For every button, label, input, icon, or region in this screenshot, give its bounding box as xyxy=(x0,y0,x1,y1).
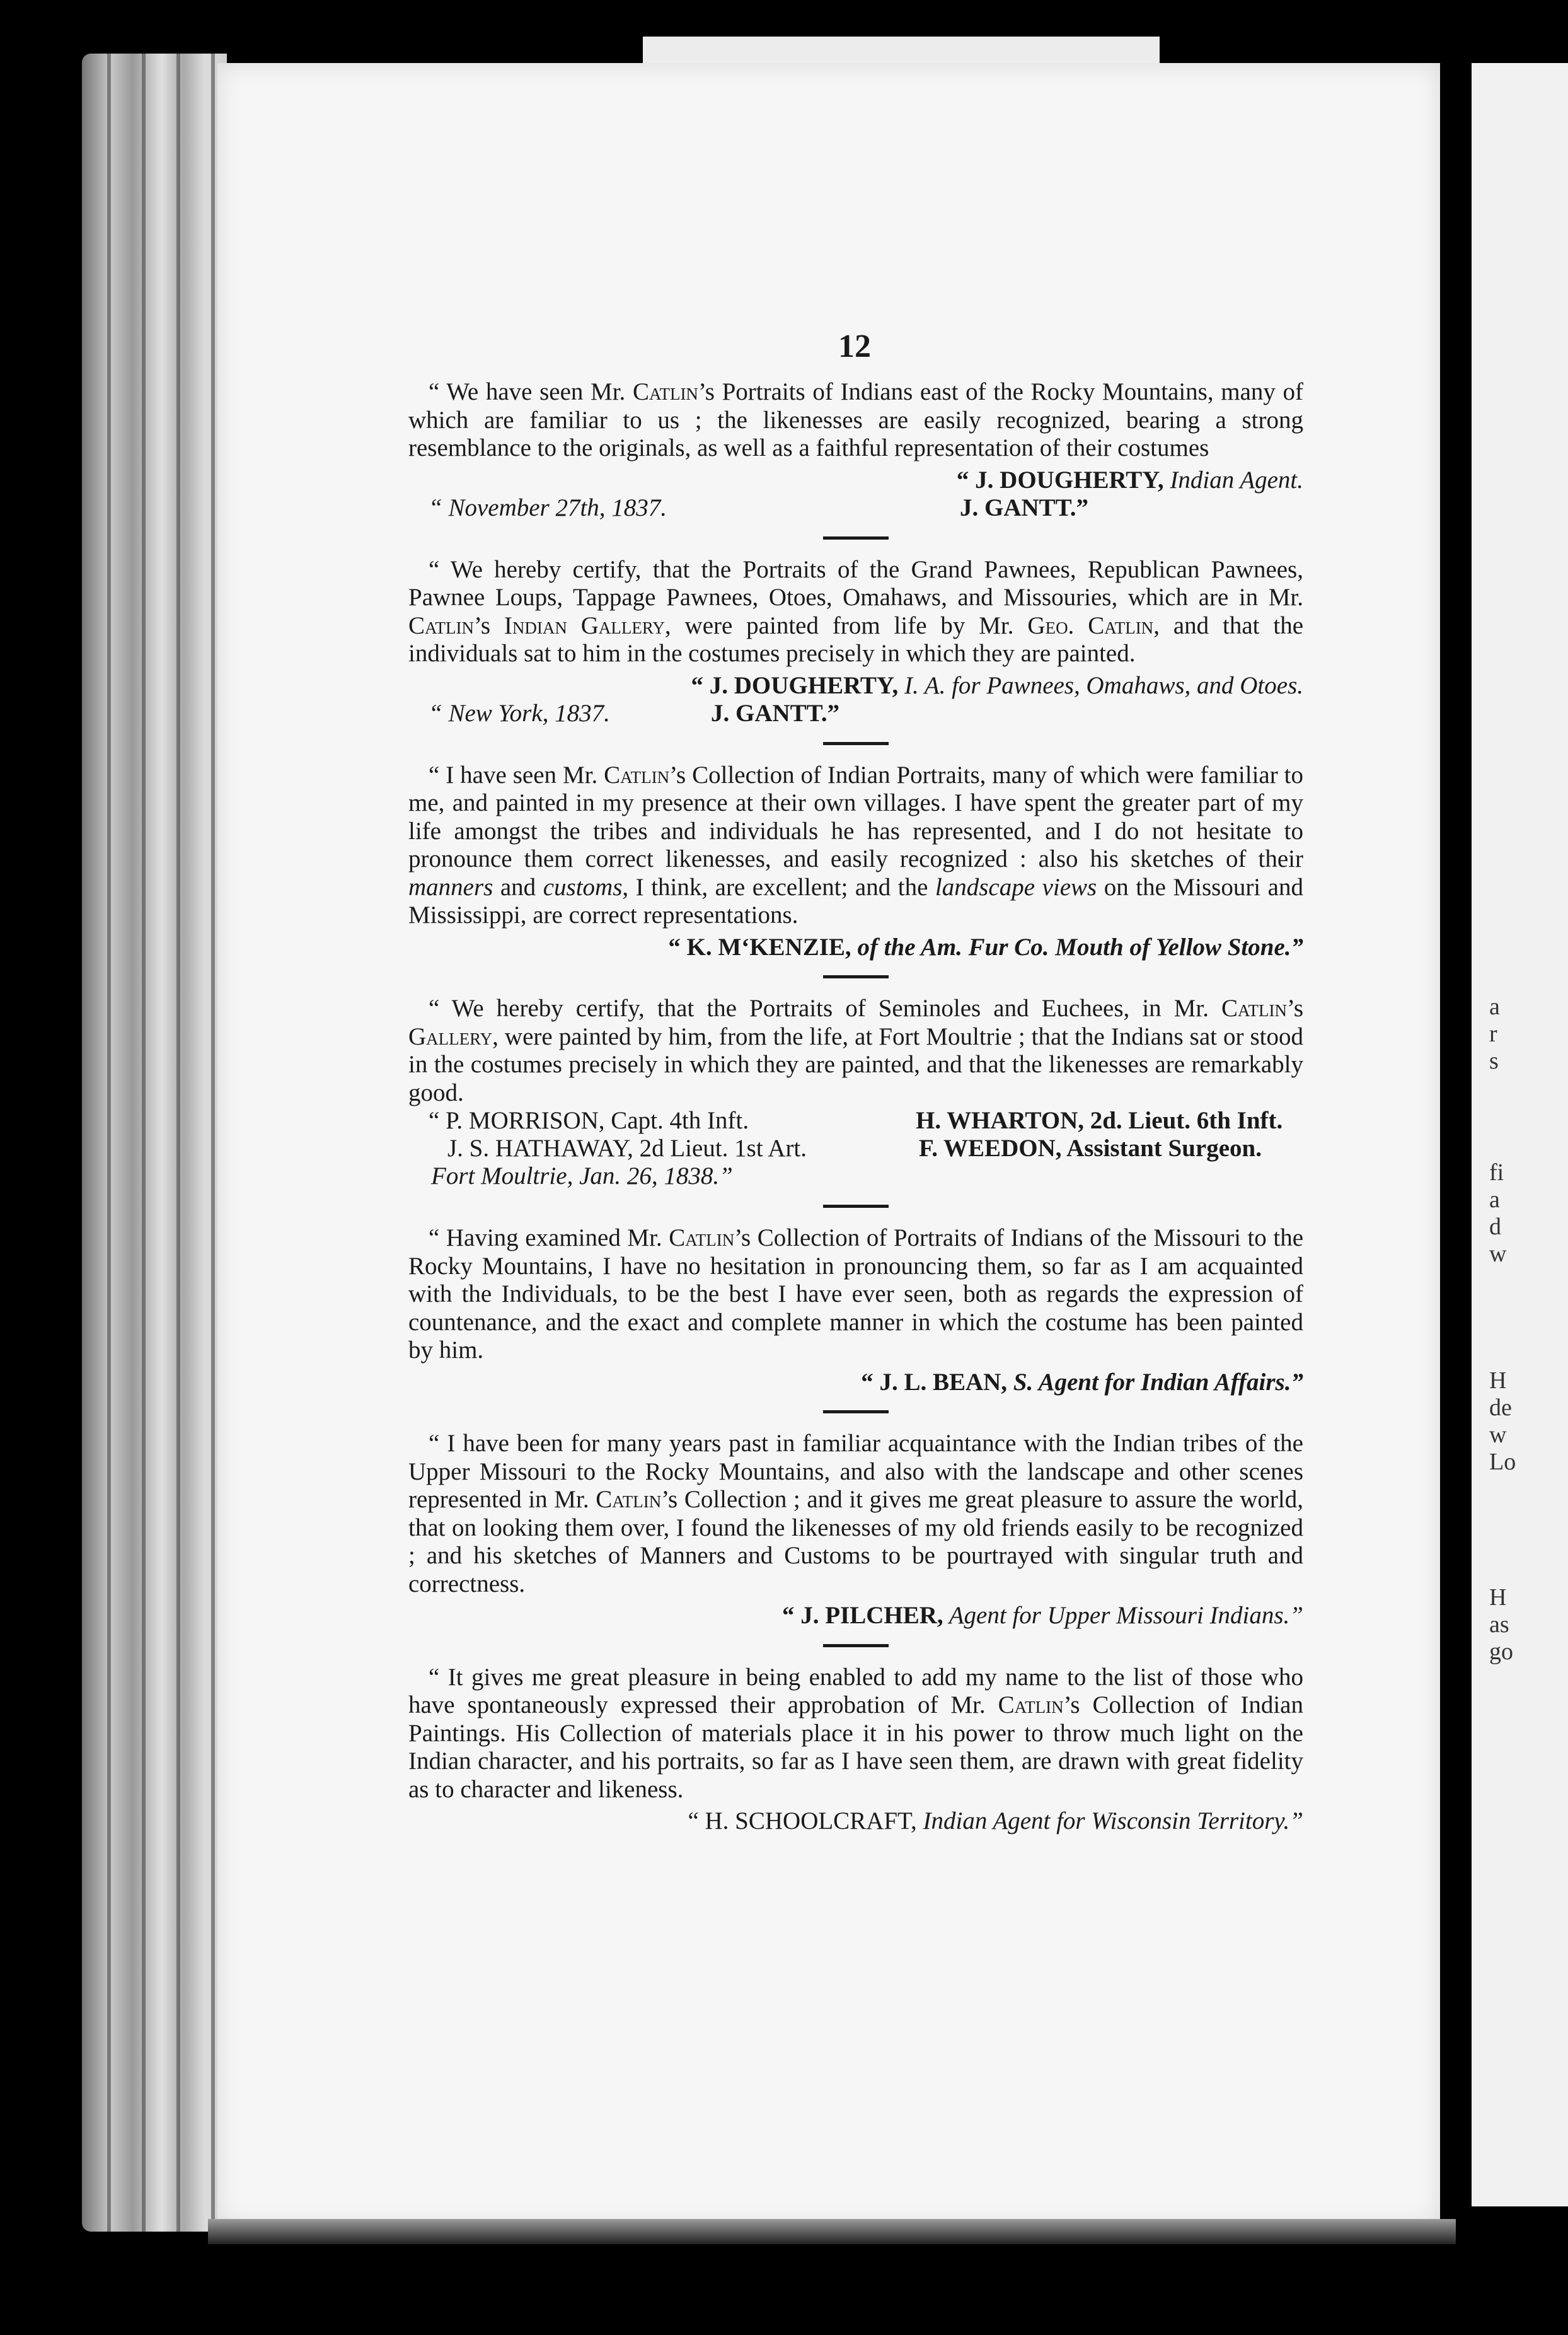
signature-title: Agent for Upper Missouri Indians.” xyxy=(943,1602,1303,1629)
officer-signature: “ P. MORRISON, Capt. 4th Inft. xyxy=(429,1107,749,1134)
italic-text: manners xyxy=(408,873,493,901)
testimonial-paragraph xyxy=(408,995,1303,1107)
section-divider xyxy=(823,1410,889,1413)
signature-name: “ J. DOUGHERTY, xyxy=(956,466,1164,494)
small-caps-text: Catlin xyxy=(998,1691,1064,1718)
signature xyxy=(408,466,1303,495)
signature-name: “ J. L. BEAN, xyxy=(861,1368,1008,1396)
text-run: and xyxy=(493,873,543,901)
facing-page-edge xyxy=(1472,63,1568,2206)
facing-page-fragment: w xyxy=(1489,1422,1507,1448)
date-row xyxy=(408,700,1303,728)
signature xyxy=(408,1369,1303,1397)
section-divider xyxy=(823,536,889,540)
facing-page-fragment: fi xyxy=(1489,1159,1504,1186)
second-signature-name: J. GANTT.” xyxy=(711,700,840,727)
testimonial-paragraph xyxy=(408,762,1303,930)
signature-name: “ J. DOUGHERTY, xyxy=(691,671,899,699)
section-divider xyxy=(823,742,889,745)
page-bottom-shadow xyxy=(208,2219,1456,2244)
text-run: ’s xyxy=(1286,995,1303,1022)
signature xyxy=(408,1807,1303,1836)
facing-page-fragment: a xyxy=(1489,1186,1500,1213)
italic-text: customs xyxy=(543,873,623,901)
text-run: ’s Collection of Indian Portraits, many of which were familiar to me, and painted in my presence at their own villages. I have spent the greater part of my life amongst the tribes and individuals he has represented, and I do not hesitate to pronounce them correct likenesses, and easily recognized : also his sketches of their xyxy=(408,761,1303,872)
small-caps-text: Catlin xyxy=(1221,995,1287,1022)
signature-name: “ J. PILCHER, xyxy=(781,1602,943,1629)
second-signature-name: J. GANTT.” xyxy=(960,494,1089,521)
text-run: “ We hereby certify, that the Portraits of Seminoles and Euchees, in Mr. xyxy=(429,995,1221,1022)
facing-page-fragment: de xyxy=(1489,1394,1512,1421)
signature xyxy=(408,1602,1303,1630)
signature-title: Indian Agent. xyxy=(1163,466,1303,494)
officer-signatures xyxy=(408,1107,1303,1191)
small-caps-text: Catlin xyxy=(596,1486,662,1513)
small-caps-text: Catlin xyxy=(604,761,670,789)
italic-text: landscape views xyxy=(935,873,1097,901)
small-caps-text: Catlin xyxy=(632,378,698,405)
small-caps-text: Catlin xyxy=(408,611,474,639)
text-run: “ Having examined Mr. xyxy=(429,1224,669,1251)
text-run: ’s Collection ; and it gives me great pleasure to assure the world, that on looking them over, I found the likenesses of my old friends easily to be recognized ; and his sketches of Manners and Customs to be pourtrayed with singular truth and correctness. xyxy=(408,1486,1304,1597)
signature-name: “ H. SCHOOLCRAFT, xyxy=(688,1807,917,1834)
text-run: ’s xyxy=(474,611,504,639)
small-caps-text: Geo. Catlin xyxy=(1027,611,1154,639)
testimonial-paragraph xyxy=(408,1224,1303,1365)
section-divider xyxy=(823,975,889,978)
facing-page-fragment: H xyxy=(1489,1367,1507,1394)
testimonial-date: “ November 27th, 1837. xyxy=(429,494,667,521)
text-run: , and that the individuals sat to him in the costumes precisely in which they are painted. xyxy=(408,611,1304,667)
officer-signature: F. WEEDON, Assistant Surgeon. xyxy=(919,1135,1262,1162)
text-run: , were painted by him, from the life, at Fort Moultrie ; that the Indians sat or stood in the costumes precisely in which they are painted, and that the likenesses are remarkably good. xyxy=(408,1023,1303,1106)
testimonial-date: “ New York, 1837. xyxy=(429,700,610,727)
text-run: ’s Portraits of Indians east of the Rocky Mountains, many of which are familiar to us ; the likenesses are easily recognized, bearing a strong resemblance to the originals, as well as a faithful representation of their costumes xyxy=(408,378,1303,461)
section-divider xyxy=(823,1205,889,1208)
facing-page-fragment: s xyxy=(1489,1048,1499,1074)
facing-page-fragment: as xyxy=(1489,1611,1509,1638)
signature-title: Indian Agent for Wisconsin Territory.” xyxy=(916,1807,1303,1834)
signature-title: S. Agent for Indian Affairs.” xyxy=(1007,1368,1303,1396)
date-row xyxy=(408,494,1303,523)
text-run: , I think, are excellent; and the xyxy=(622,873,935,901)
small-caps-text: Indian Gallery xyxy=(504,611,665,639)
officer-signature: H. WHARTON, 2d. Lieut. 6th Inft. xyxy=(916,1107,1283,1134)
facing-page-fragment: r xyxy=(1489,1021,1497,1047)
text-run: “ I have been for many years past in familiar acquaintance with the Indian tribes of the Upper Missouri to the Rocky Mountains, and also with the landscape and other scenes represented in Mr. xyxy=(408,1430,1303,1513)
section-divider xyxy=(823,1644,889,1647)
page-number: 12 xyxy=(838,328,871,364)
facing-page-fragment: d xyxy=(1489,1214,1501,1240)
facing-page-fragment: go xyxy=(1489,1638,1513,1665)
facing-page-fragment: H xyxy=(1489,1584,1507,1611)
text-run: “ It gives me great pleasure in being enabled to add my name to the list of those who have spontaneously expressed their approbation of Mr. xyxy=(408,1663,1303,1718)
text-run: “ We hereby certify, that the Portraits of the Grand Pawnees, Republican Pawnees, Pawnee Loups, Tappage Pawnees, Otoes, Omahaws, and Missouries, which are in Mr. xyxy=(408,555,1303,611)
facing-page-fragment: w xyxy=(1489,1241,1507,1267)
facing-page-fragment: a xyxy=(1489,994,1500,1020)
text-run: ’s Collection of Indian Paintings. His Collection of materials place it in his power to throw much light on the Indian character, and his portraits, so far as I have seen them, are drawn with great fidelity as to character and likeness. xyxy=(408,1691,1303,1803)
signature-name: “ K. M‘KENZIE, xyxy=(668,933,851,961)
signature xyxy=(408,672,1303,700)
signature-title: I. A. for Pawnees, Omahaws, and Otoes. xyxy=(898,671,1303,699)
testimonial-paragraph xyxy=(408,1430,1303,1598)
signature xyxy=(408,934,1303,962)
text-run: ’s Collection of Portraits of Indians of the Missouri to the Rocky Mountains, I have no hesitation in pronouncing them, so far as I am acquainted with the Individuals, to be the best I have ever seen, both as regards the expression of countenance, and the exact and complete manner in which the costume has been painted by him. xyxy=(408,1224,1304,1364)
text-run: , were painted from life by Mr. xyxy=(664,611,1028,639)
officer-signature: J. S. HATHAWAY, 2d Lieut. 1st Art. xyxy=(447,1135,807,1162)
testimonial-paragraph xyxy=(408,378,1303,463)
facing-page-fragment: Lo xyxy=(1489,1449,1516,1475)
testimonial-paragraph xyxy=(408,556,1303,668)
testimonial-paragraph xyxy=(408,1664,1303,1804)
page-content xyxy=(408,378,1303,1836)
place-date: Fort Moultrie, Jan. 26, 1838.” xyxy=(431,1162,733,1190)
text-run: on the Missouri and Mississippi, are correct representations. xyxy=(408,873,1303,929)
signature-title: of the Am. Fur Co. Mouth of Yellow Stone.” xyxy=(851,933,1303,961)
text-run: “ I have seen Mr. xyxy=(429,761,604,789)
book-left-edge xyxy=(82,54,227,2232)
small-caps-text: Catlin xyxy=(669,1224,735,1251)
text-run: “ We have seen Mr. xyxy=(429,378,633,405)
small-caps-text: Gallery xyxy=(408,1023,493,1050)
